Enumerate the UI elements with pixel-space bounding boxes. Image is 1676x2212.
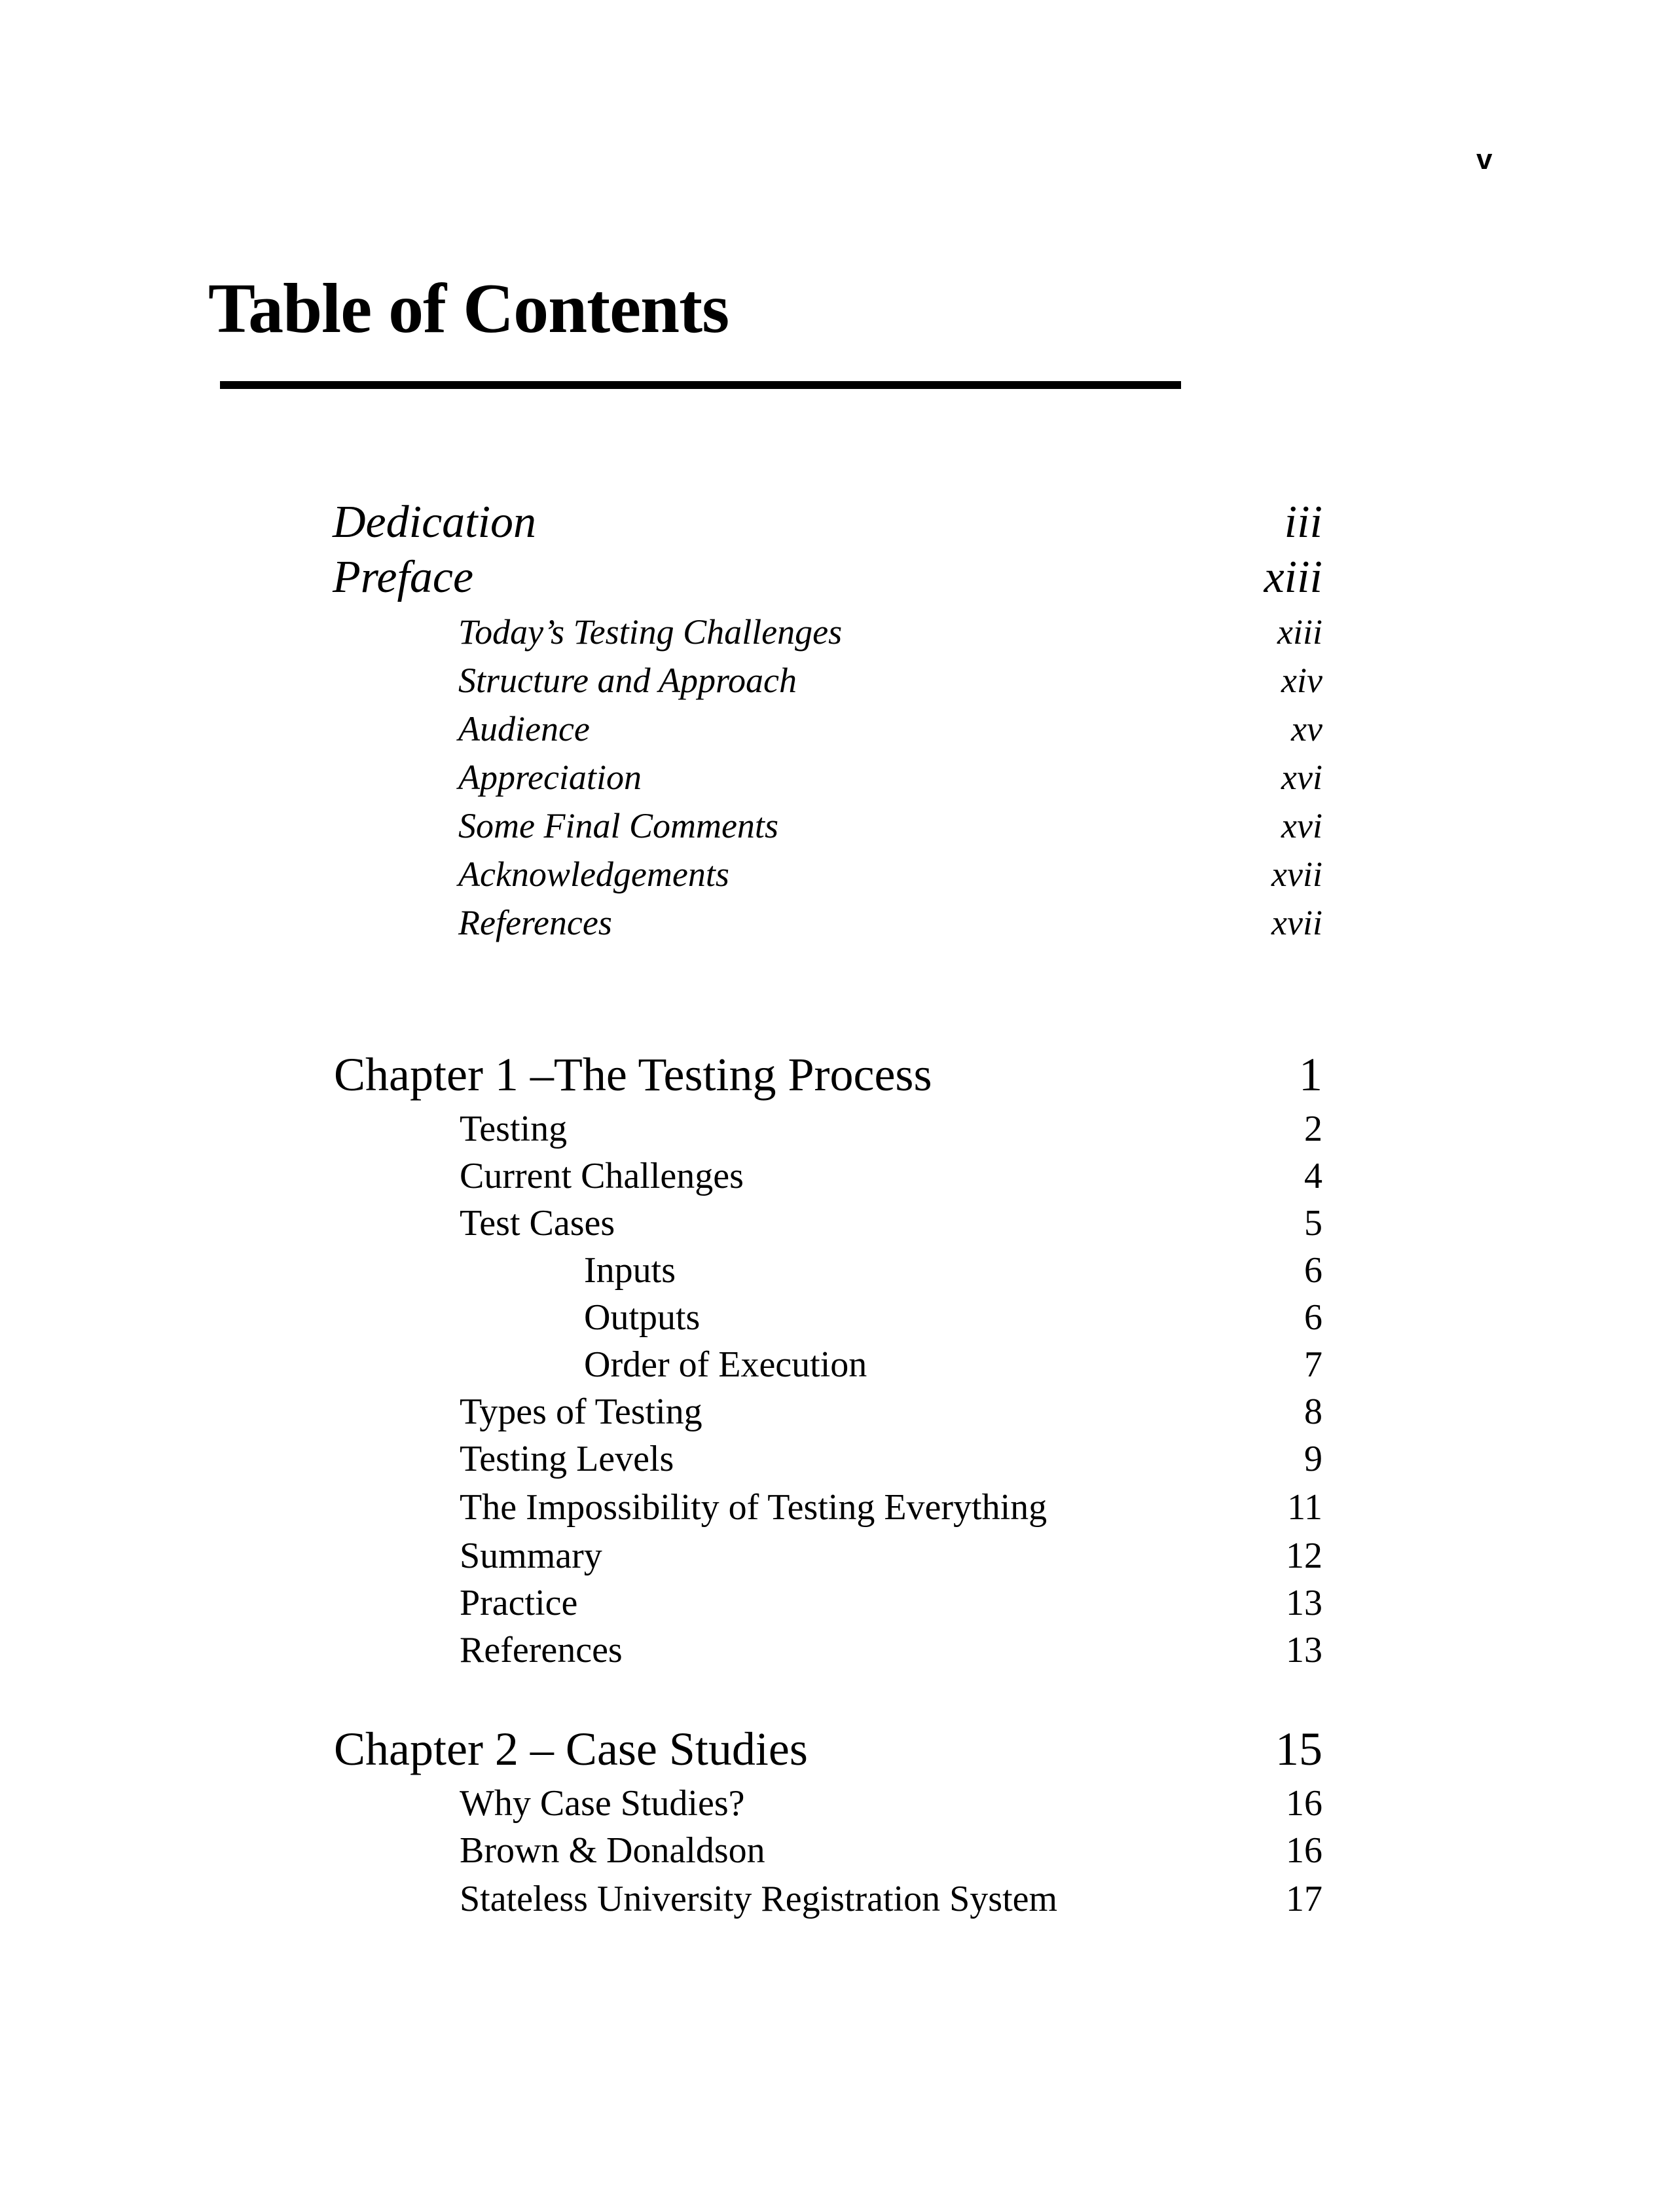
toc-entry-structure-and-approach — [458, 660, 1322, 701]
toc-entry-page: 13 — [1286, 1583, 1322, 1623]
toc-chapter-page: 1 — [1299, 1048, 1322, 1101]
toc-entry-label: Appreciation — [458, 758, 642, 797]
toc-entry-why-case-studies — [460, 1782, 1322, 1824]
toc-entry-page: 6 — [1304, 1297, 1322, 1338]
toc-chapter-label: Chapter 1 –The Testing Process — [334, 1048, 932, 1101]
toc-entry-page: 11 — [1287, 1487, 1322, 1528]
toc-entry-label: Types of Testing — [460, 1392, 702, 1432]
toc-entry-label: Practice — [460, 1583, 578, 1623]
toc-entry-outputs — [584, 1297, 1322, 1338]
toc-chapter-2 — [334, 1722, 1322, 1777]
toc-entry-label: Outputs — [584, 1297, 701, 1338]
toc-entry-impossibility-of-testing-everything — [460, 1486, 1322, 1528]
toc-entry-label: Current Challenges — [460, 1156, 744, 1196]
toc-entry-some-final-comments — [458, 805, 1322, 846]
toc-entry-label: Test Cases — [460, 1203, 615, 1244]
toc-entry-audience — [458, 709, 1322, 749]
toc-entry-label: Brown & Donaldson — [460, 1830, 765, 1871]
toc-entry-label: Testing Levels — [460, 1439, 674, 1479]
toc-entry-page: 4 — [1304, 1156, 1322, 1196]
toc-entry-testing — [460, 1108, 1322, 1150]
toc-entry-page: xvi — [1281, 758, 1322, 797]
toc-entry-label: Dedication — [333, 497, 537, 547]
toc-entry-types-of-testing — [460, 1391, 1322, 1433]
toc-chapter-label: Chapter 2 – Case Studies — [334, 1723, 808, 1775]
toc-entry-page: 16 — [1286, 1830, 1322, 1871]
toc-entry-stateless-university-registration-system — [460, 1878, 1322, 1920]
toc-entry-label: The Impossibility of Testing Everything — [460, 1487, 1048, 1528]
toc-entry-page: xvii — [1271, 903, 1322, 942]
toc-entry-page: 7 — [1304, 1344, 1322, 1385]
toc-entry-label: References — [460, 1630, 623, 1670]
toc-entry-label: Inputs — [584, 1250, 676, 1291]
toc-entry-page: 12 — [1286, 1536, 1322, 1576]
toc-entry-page: xiii — [1277, 612, 1322, 652]
toc-entry-page: 8 — [1304, 1392, 1322, 1432]
toc-entry-page: 6 — [1304, 1250, 1322, 1291]
toc-entry-practice — [460, 1582, 1322, 1624]
toc-entry-page: 16 — [1286, 1783, 1322, 1824]
toc-entry-acknowledgements — [458, 854, 1322, 894]
toc-entry-current-challenges — [460, 1155, 1322, 1197]
toc-entry-page: xiv — [1281, 661, 1322, 700]
toc-entry-references — [460, 1629, 1322, 1671]
toc-entry-label: Preface — [333, 552, 474, 602]
toc-entry-page: iii — [1284, 497, 1322, 547]
toc-entry-preface — [333, 551, 1322, 604]
toc-entry-page: 2 — [1304, 1109, 1322, 1149]
toc-entry-page: 13 — [1286, 1630, 1322, 1670]
title-rule — [220, 381, 1181, 389]
toc-entry-order-of-execution — [584, 1344, 1322, 1386]
page-title: Table of Contents — [208, 270, 729, 348]
toc-entry-label: Stateless University Registration System — [460, 1879, 1058, 1919]
toc-entry-page: 17 — [1286, 1879, 1322, 1919]
toc-entry-page: 5 — [1304, 1203, 1322, 1244]
toc-entry-brown-donaldson — [460, 1830, 1322, 1871]
toc-entry-summary — [460, 1535, 1322, 1577]
toc-entry-label: References — [458, 903, 612, 942]
toc-entry-label: Testing — [460, 1109, 568, 1149]
toc-entry-page: 9 — [1304, 1439, 1322, 1479]
toc-entry-label: Summary — [460, 1536, 602, 1576]
toc-entry-label: Why Case Studies? — [460, 1783, 745, 1824]
toc-chapter-1 — [334, 1048, 1322, 1102]
page-number: v — [1476, 143, 1493, 175]
toc-chapter-page: 15 — [1275, 1723, 1322, 1775]
toc-entry-label: Order of Execution — [584, 1344, 867, 1385]
toc-entry-inputs — [584, 1249, 1322, 1291]
toc-entry-testing-levels — [460, 1438, 1322, 1480]
toc-entry-page: xvi — [1281, 806, 1322, 845]
toc-entry-references — [458, 902, 1322, 943]
toc-entry-appreciation — [458, 757, 1322, 798]
toc-entry-dedication — [333, 496, 1322, 549]
toc-entry-todays-testing-challenges — [458, 612, 1322, 652]
toc-entry-label: Acknowledgements — [458, 855, 729, 894]
toc-entry-test-cases — [460, 1202, 1322, 1244]
toc-entry-label: Some Final Comments — [458, 806, 778, 845]
toc-entry-label: Audience — [458, 709, 590, 748]
toc-entry-page: xv — [1291, 709, 1322, 748]
toc-entry-page: xiii — [1264, 552, 1322, 602]
toc-entry-label: Structure and Approach — [458, 661, 797, 700]
toc-entry-page: xvii — [1271, 855, 1322, 894]
toc-entry-label: Today’s Testing Challenges — [458, 612, 843, 652]
